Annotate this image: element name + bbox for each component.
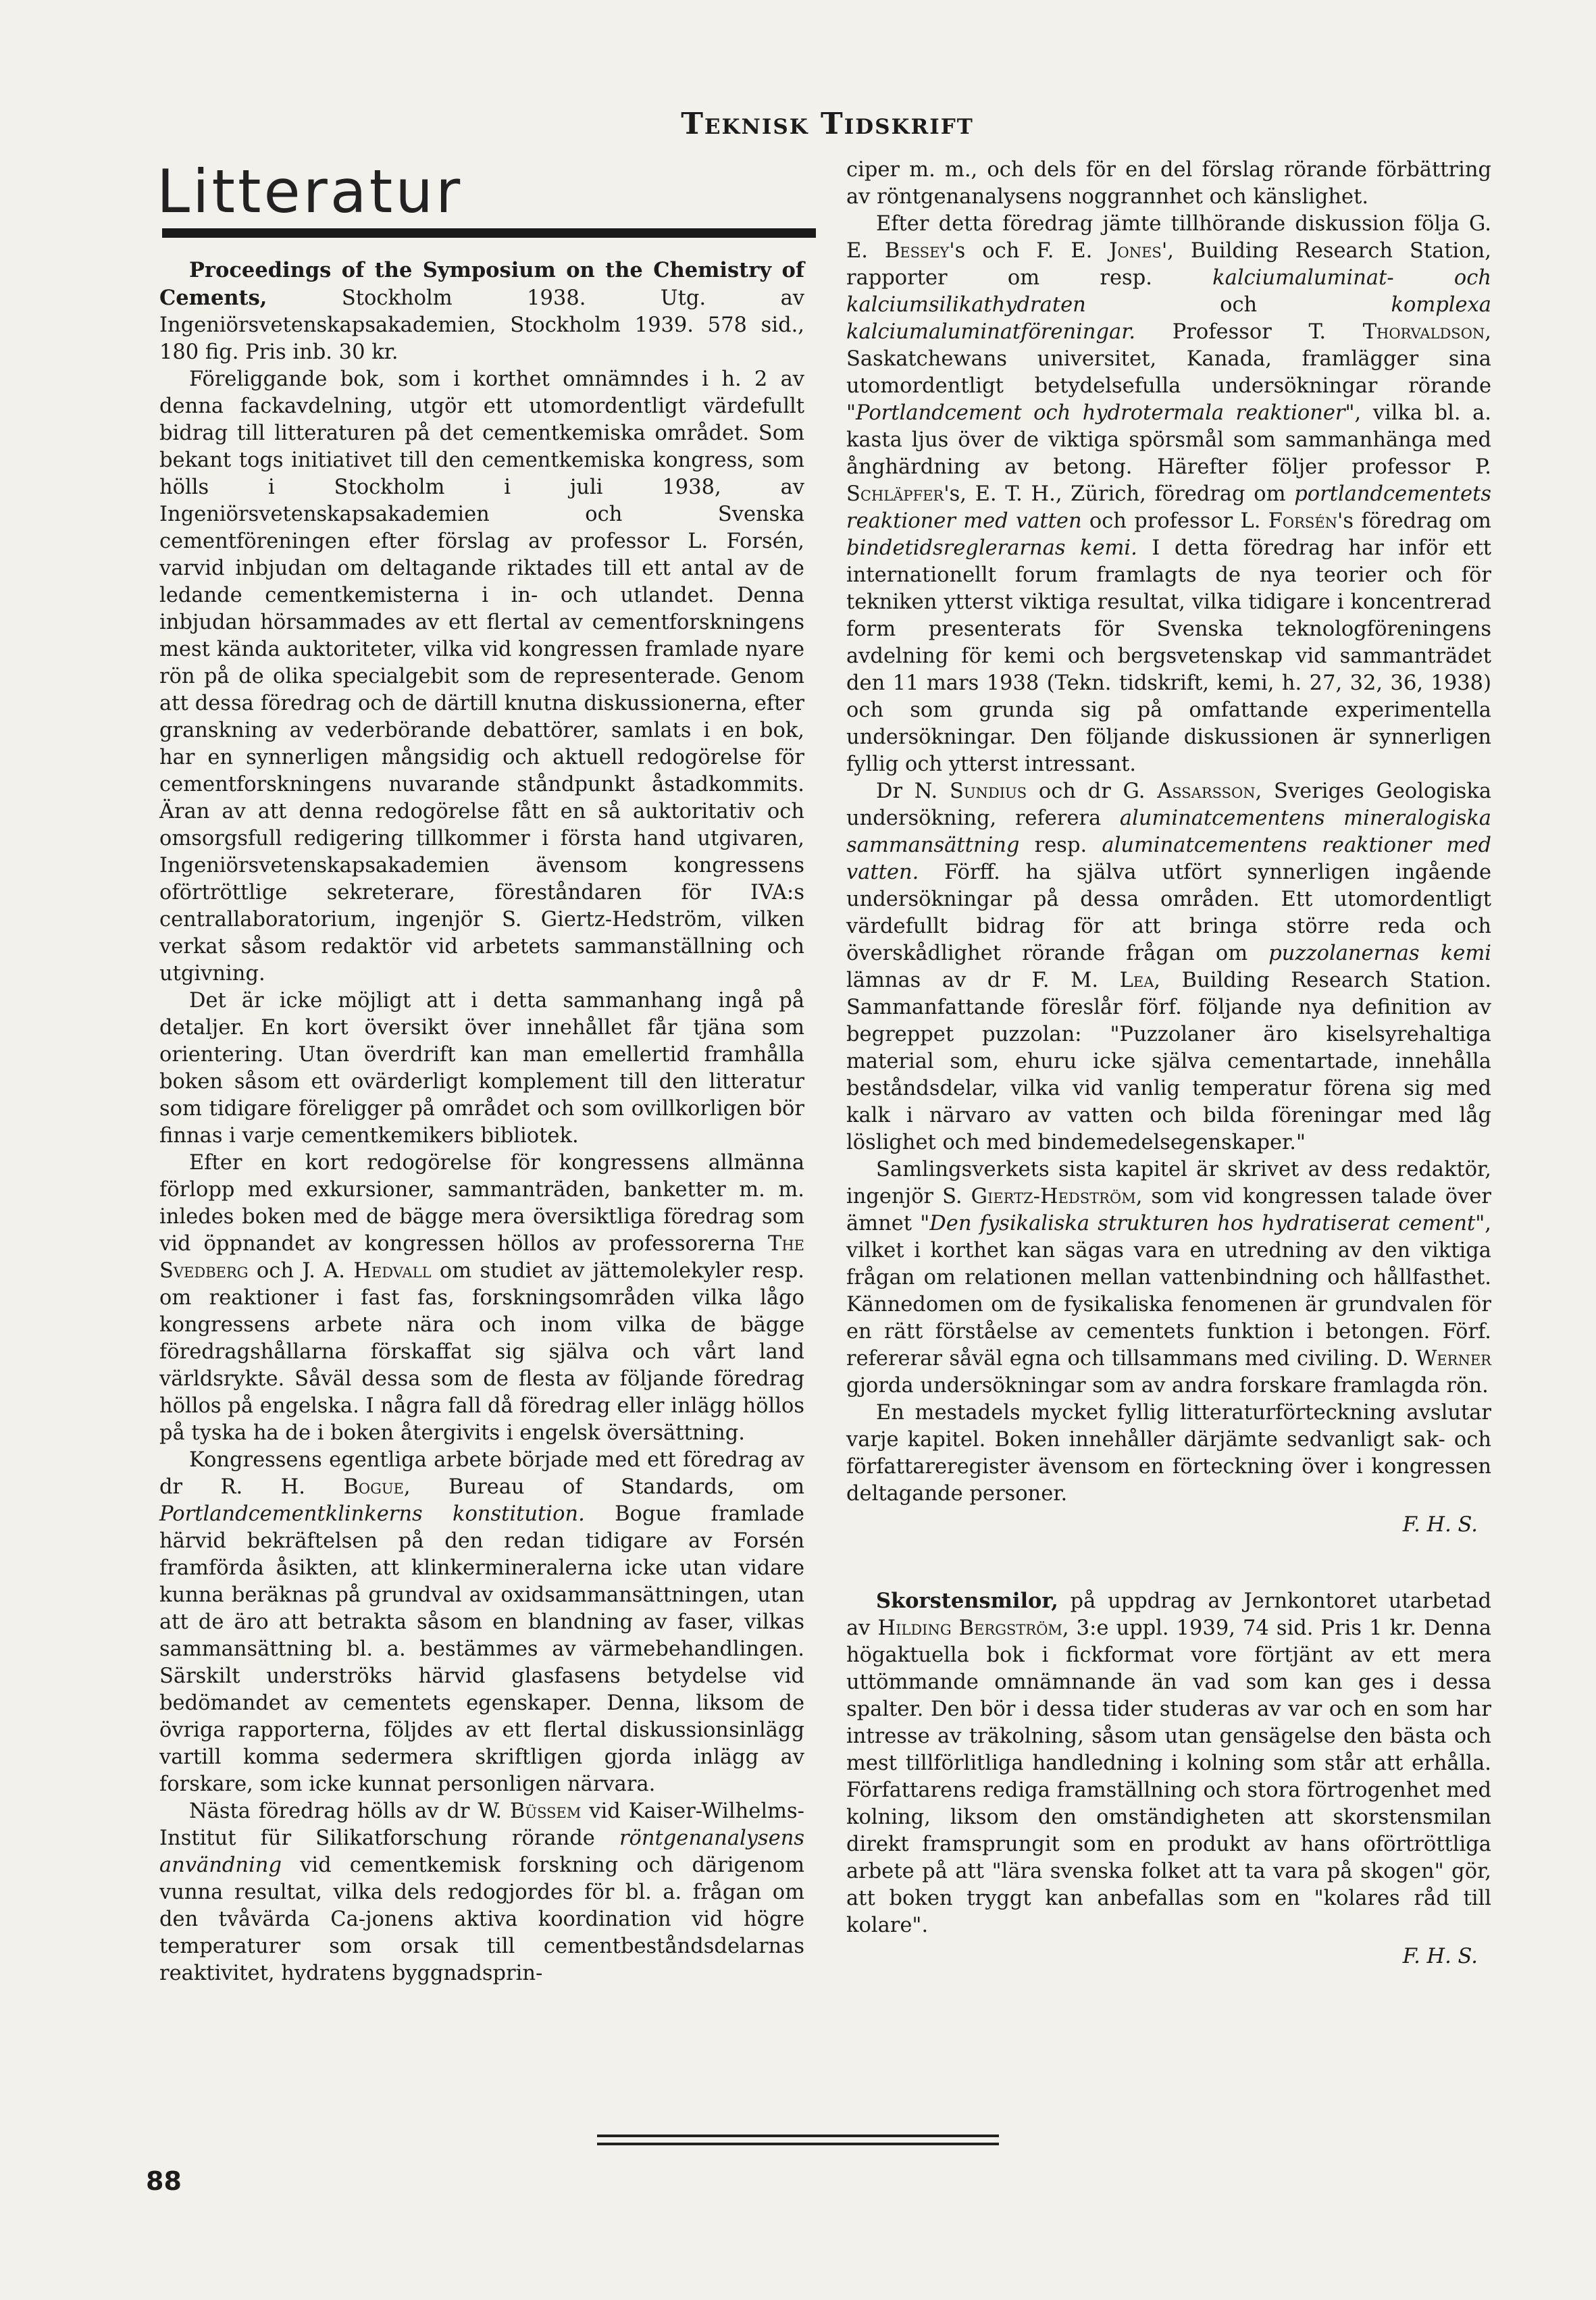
lecture-title: "Den fysikaliska strukturen hos hydratiserat cement" — [920, 1212, 1485, 1235]
review2-title: Skorstensmilor, — [876, 1589, 1058, 1613]
person-name: Bessey — [884, 239, 950, 263]
person-name: Werner — [1415, 1347, 1491, 1371]
text-run: och professor L. — [1089, 509, 1261, 533]
text-run: , Saskatchewans universitet, Kanada, framlägger sina utomordentligt betydelsefulla undersökningar rörande — [846, 320, 1491, 398]
person-name: Giertz-Hedström — [971, 1185, 1136, 1208]
lecture-title: "Portlandcement och hydrotermala reaktioner" — [846, 401, 1355, 425]
text-run: resp. — [1034, 834, 1087, 857]
text-run: vid Kaiser-Wilhelms-Institut für Silikatforschung rörande — [159, 1799, 804, 1850]
review1-paragraph-8 — [846, 778, 1491, 1156]
lecture-title: bindetidsreglerarnas kemi. — [846, 536, 1137, 560]
text-run: , Bureau of Standards, om — [403, 1475, 805, 1499]
bottom-rule-upper — [597, 2135, 999, 2137]
person-name: The Svedberg — [159, 1232, 804, 1283]
lecture-title: aluminatcementens reaktioner med vatten. — [846, 834, 1491, 884]
left-column — [159, 257, 804, 1987]
review1-paragraph-4 — [159, 1447, 804, 1798]
review1-paragraph-7 — [846, 211, 1491, 778]
person-name: Jones — [1109, 239, 1162, 263]
person-name: Büssem — [509, 1799, 582, 1823]
review1-paragraph-6: ciper m. m., och dels för en del förslag rörande förbättring av röntgenanalysens noggrannhet och känslighet. — [846, 158, 1491, 209]
text-run: , Sveriges Geologiska undersökning, referera — [846, 780, 1491, 830]
review1-details: Stockholm 1938. Utg. av Ingeniörsvetenskapsakademien, Stockholm 1939. 578 sid., 180 fig. Pris inb. 30 kr. — [159, 286, 804, 364]
review1-paragraph-3 — [159, 1150, 804, 1447]
text-run: ', Building Research Station, rapporter om resp. — [846, 239, 1491, 290]
text-run: lämnas av dr F. M. — [846, 969, 1099, 992]
text-run: Samlingsverkets sista kapitel är skrivet av dess redaktör, ingenjör S. — [846, 1158, 1491, 1208]
lecture-title: röntgenanalysens användning — [159, 1826, 804, 1877]
text-run: I detta föredrag har inför ett internationellt forum framlagts de nya teorier och för tekniken ytterst viktiga resultat, vilka tidigare i koncentrerad form presenterats för Svenska teknologföreningens avdelning för kemi och bergsvetenskap vid sammanträdet den 11 mars 1938 (Tekn. tidskrift, kemi, h. 27, 32, 36, 1938) och som grunda sig på omfattande experimentella undersökningar. Den följande diskussionen är synnerligen fyllig och ytterst intressant. — [846, 536, 1491, 776]
lecture-title: puzzolanernas kemi — [1268, 942, 1491, 965]
review1-title: Proceedings of the Symposium on the Chemistry of Cements, — [159, 258, 804, 310]
text-run: vid cementkemisk forskning och därigenom vunna resultat, vilka dels redogjordes för bl. a. frågan om den tvåvärda Ca-jonens aktiva koordination vid högre temperaturer som orsak till cementbeståndsdelarnas reaktivitet, hydratens byggnadsprin- — [159, 1854, 804, 1985]
section-title: Litteratur — [157, 157, 463, 226]
text-run: , vilka bl. a. kasta ljus över de viktiga spörsmål som sammanhänga med ånghärdning av betong. Härefter följer professor P. — [846, 401, 1491, 479]
review1-paragraph-2: Det är icke möjligt att i detta sammanhang ingå på detaljer. En kort översikt över innehållet får tjäna som orientering. Utan överdrift kan man emellertid framhålla boken såsom ett ovärderligt komplement till den litteratur som tidigare föreligger på området och som ovillkorligen bör finnas i varje cementkemikers bibliotek. — [159, 989, 804, 1148]
text-run: 's och F. E. — [949, 239, 1093, 263]
person-name: Forsén — [1268, 509, 1338, 533]
text-run: om studiet av jättemolekyler resp. om reaktioner i fast fas, forskningsområden vilka lågo kongressens arbete nära och inom vilka de bägge föredragshållarna förskaffat sig själva och vårt land världsrykte. Såväl dessa som de flesta av följande föredrag höllos på engelska. I några fall då föredrag eller inlägg höllos på tyska ha de i boken återgivits i engelsk översättning. — [159, 1259, 804, 1445]
lecture-title: portlandcementets reaktioner med vatten — [846, 482, 1491, 533]
text-run: , 3:e uppl. 1939, 74 sid. Pris 1 kr. Denna högaktuella bok i fickformat vore förtjänt av ett mera uttömmande omnämnande än vad som kan ges i dessa spalter. Den bör i dessa tider studeras av var och en som har intresse av träkolning, såsom utan gensägelse den bästa och mest tillförlitliga handledning i kolning som står att erhålla. Författarens rediga framställning och stora förtrogenhet med kolning, liksom den omständigheten att skorstensmilan direkt framsprungit som en produkt av hans oförtröttliga arbete på att "lära svenska folket att ta vara på skogen" gör, att boken tryggt kan anbefallas som en "kolares råd till kolare". — [846, 1616, 1491, 1937]
review1-signature: F. H. S. — [1402, 1513, 1478, 1537]
text-run: Dr N. — [876, 780, 938, 803]
text-run: , Building Research Station. Sammanfattande föreslår förf. följande nya definition av begreppet puzzolan: "Puzzolaner äro kiselsyrehaltiga material som, ehuru icke själva cementartade, innehålla beståndsdelar, vilka vid vanlig temperatur förena sig med kalk i närvaro av vatten och bilda föreningar med låg löslighet och med bindemedelsegenskaper." — [846, 969, 1492, 1154]
section-title-rule — [162, 228, 816, 238]
text-run: Nästa föredrag hölls av dr W. — [189, 1799, 503, 1823]
lecture-title: kalciumaluminat- och kalciumsilikathydraten — [846, 266, 1491, 317]
review1-paragraph-10: En mestadels mycket fyllig litteraturförteckning avslutar varje kapitel. Boken innehåller därjämte sedvanligt sak- och författareregister ävensom en förteckning över i kongressen deltagande personer. — [846, 1401, 1491, 1506]
journal-title: Teknisk Tidskrift — [681, 107, 974, 141]
person-name: Hedvall — [353, 1259, 432, 1283]
review2-paragraph — [846, 1587, 1491, 1939]
review1-paragraph-5 — [159, 1798, 804, 1987]
review1-paragraph-1: Föreliggande bok, som i korthet omnämndes i h. 2 av denna fackavdelning, utgör ett utomordentligt värdefullt bidrag till litteraturen på det cementkemiska området. Som bekant togs initiativet till den cementkemiska kongress, som hölls i Stockholm i juli 1938, av Ingeniörsvetenskapsakademien och Svenska cementföreningen efter förslag av professor L. Forsén, varvid inbjudan om deltagande riktades till ett antal av de ledande cementkemisterna i in- och utlandet. Denna inbjudan hörsammades av ett flertal av cementforskningens mest kända auktoriteter, vilka vid kongressen framlade nyare rön på de olika specialgebit som de representerade. Genom att dessa föredrag och de därtill knutna diskussionerna, efter granskning av vederbörande debattörer, samlats i en bok, har en synnerligen mångsidig och aktuell redogörelse för cementforskningens nuvarande ståndpunkt åstadkommits. Äran av att denna redogörelse fått en så auktoritativ och omsorgsfull redigering tillkommer i första hand utgivaren, Ingeniörsvetenskapsakademien ävensom kongressens oförtröttlige sekreterare, föreståndaren för IVA:s centrallaboratorium, ingenjör S. Giertz-Hedström, vilken verkat såsom redaktör vid arbetets sammanställning och utgivning. — [159, 367, 804, 986]
person-name: Thorvaldson — [1362, 320, 1485, 344]
text-run: Förff. ha själva utfört synnerligen ingående undersökningar på dessa områden. Ett utomordentligt värdefullt bidrag för att bringa större reda och överskådlighet rörande frågan om — [846, 861, 1491, 965]
person-name: Bogue — [343, 1475, 404, 1499]
text-run: 's föredrag om — [1337, 509, 1491, 533]
text-run: och — [1220, 293, 1258, 317]
person-name: Sundius — [949, 780, 1027, 803]
text-run: och J. A. — [256, 1259, 345, 1283]
right-column — [846, 157, 1491, 1970]
person-name: Schläpfer — [846, 482, 944, 506]
text-run: Bogue framlade härvid bekräftelsen på den redan tidigare av Forsén framförda åsikten, att klinkermineralerna icke utan vidare kunna beräknas på grundval av oxidsammansättningen, utan att de äro att betrakta såsom en blandning av faser, vilkas sammansättning bl. a. bestämmes av värmebehandlingen. Särskilt underströks härvid glasfasens betydelse vid bedömandet av cementets egenskaper. Denna, liksom de övriga rapporterna, följdes av ett flertal diskussionsinlägg vartill komma sedermera skriftligen gjorda inlägg av forskare, som icke kunnat personligen närvara. — [159, 1502, 804, 1796]
text-run: , vilket i korthet kan sägas vara en utredning av den viktiga frågan om relationen mellan vattenbindning och hållfasthet. Kännedomen om de fysikaliska fenomenen är grundvalen för en rätt förståelse av cementets funktion i betongen. Förf. refererar såväl egna och tillsammans med civiling. D. — [846, 1212, 1491, 1371]
text-run: och dr G. — [1038, 780, 1145, 803]
bottom-rule-lower — [597, 2143, 999, 2145]
text-run: Kongressens egentliga arbete började med ett föredrag av dr R. H. — [159, 1448, 804, 1499]
review1-paragraph-9 — [846, 1156, 1491, 1400]
person-name: Hilding Bergström — [877, 1616, 1062, 1640]
review1-heading — [159, 257, 804, 366]
text-run: 's, E. T. H., Zürich, föredrag om — [944, 482, 1286, 506]
text-run: Efter detta föredrag jämte tillhörande diskussion följa G. E. — [846, 212, 1491, 263]
lecture-title: aluminatcementens mineralogiska sammansättning — [846, 807, 1491, 857]
text-run: , som vid kongressen talade över ämnet — [846, 1185, 1491, 1235]
person-name: Assarsson — [1157, 780, 1256, 803]
lecture-title: komplexa kalciumaluminatföreningar. — [846, 293, 1491, 344]
text-run: Professor T. — [1172, 320, 1327, 344]
text-run: på uppdrag av Jernkontoret utarbetad av — [846, 1589, 1491, 1640]
person-name: Lea — [1119, 969, 1154, 992]
page-number: 88 — [146, 2166, 182, 2196]
text-run: gjorda undersökningar som av andra forskare framlagda rön. — [846, 1374, 1489, 1398]
text-run: Efter en kort redogörelse för kongressens allmänna förlopp med exkursioner, sammanträden, banketter m. m. inledes boken med de bägge mera översiktliga föredrag som vid öppnandet av kongressen höllos av professorerna — [159, 1151, 804, 1256]
lecture-title: Portlandcementklinkerns konstitution. — [159, 1502, 585, 1526]
review2-signature: F. H. S. — [1402, 1945, 1478, 1968]
